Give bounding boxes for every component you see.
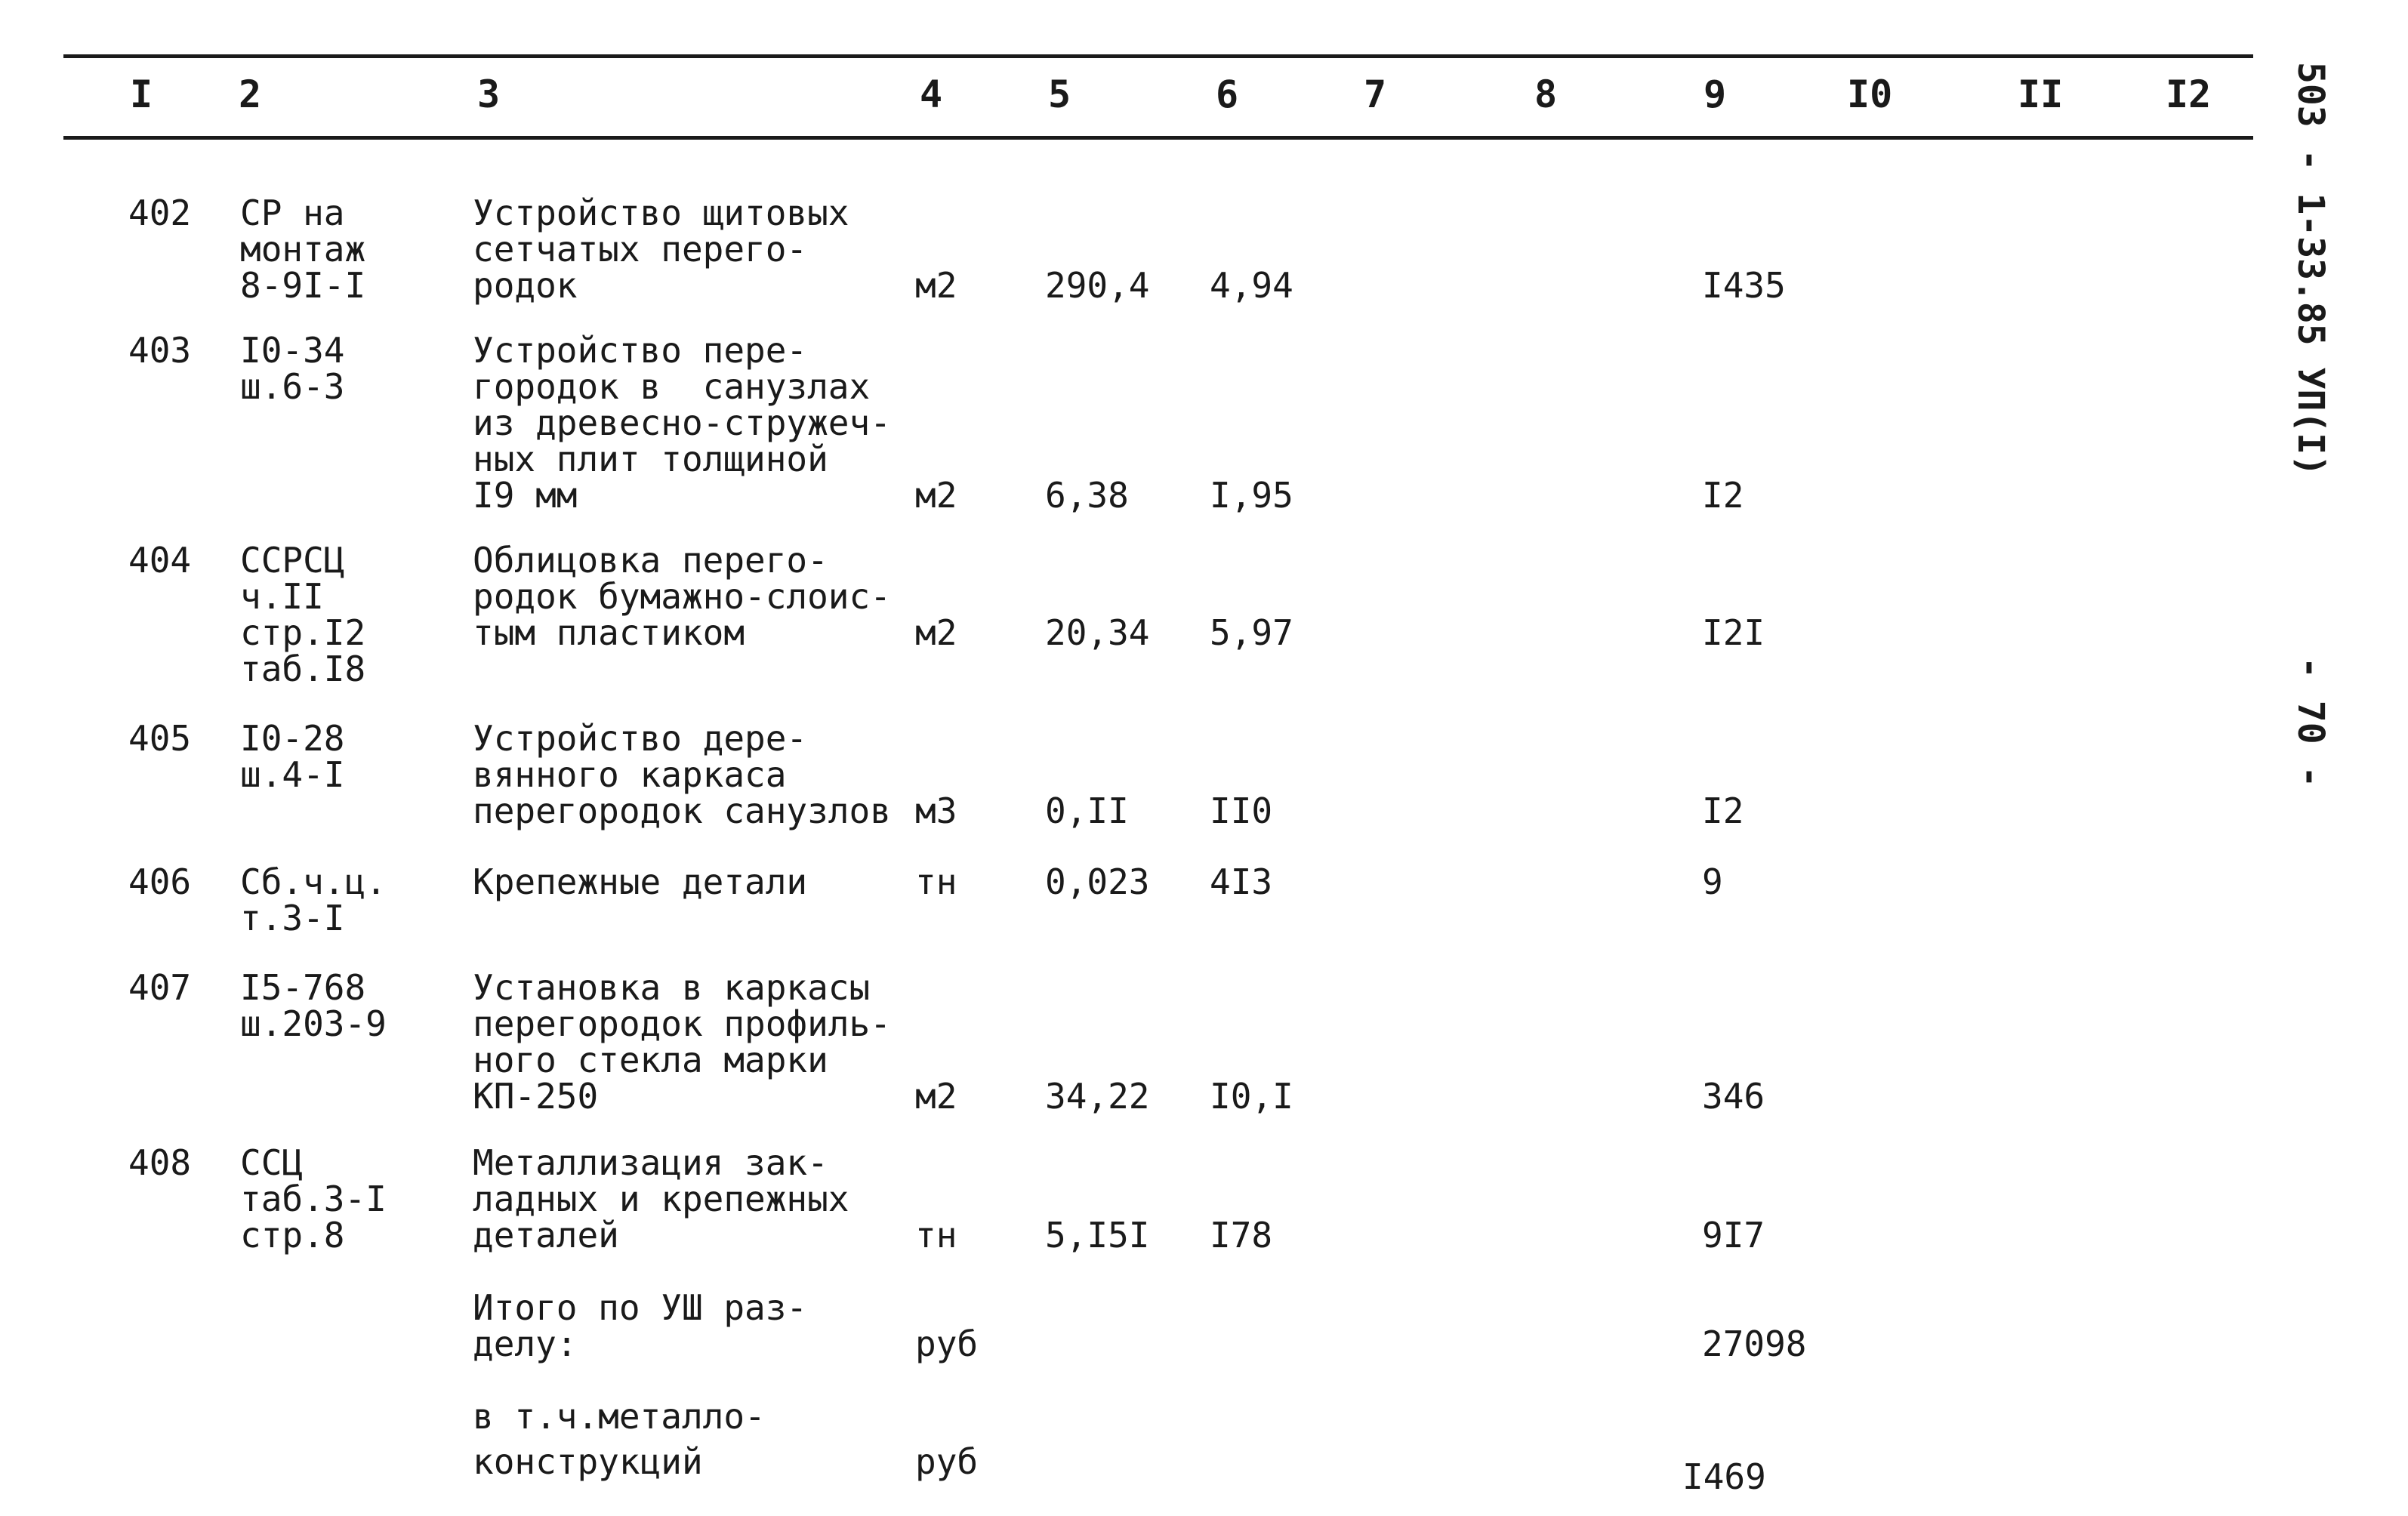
row-total: 9I7 [1702,1215,1765,1256]
row-ref-line: ш.6-3 [240,366,345,407]
row-desc-line: из древесно-стружеч- [473,402,891,443]
row-total: 9 [1702,861,1723,902]
row-desc-line: ладных и крепежных [473,1179,849,1219]
row-price: 5,97 [1210,612,1293,653]
row-ref-line: ш.4-I [240,754,345,795]
row-quantity: 290,4 [1045,265,1150,306]
row-ref-line: ш.203-9 [240,1003,387,1044]
col-header-4: 4 [920,72,943,116]
col-header-5: 5 [1048,72,1071,116]
col-header-1: I [130,72,153,116]
row-desc-line: перегородок профиль- [473,1003,891,1044]
row-total: I2I [1702,612,1765,653]
row-ref-line: монтаж [240,229,366,270]
row-desc-line: Облицовка перего- [473,540,828,581]
row-desc-line: Металлизация зак- [473,1142,828,1183]
section-total: 27098 [1702,1323,1807,1364]
row-unit: тн [915,1215,957,1256]
total-desc-line: делу: [473,1323,578,1364]
row-quantity: 34,22 [1045,1076,1150,1117]
row-ref-line: 8-9I-I [240,265,366,306]
row-total: I2 [1702,475,1744,516]
row-desc-line: вянного каркаса [473,754,787,795]
row-desc-line: перегородок санузлов [473,790,891,831]
row-price: I,95 [1210,475,1293,516]
row-total: I435 [1702,265,1786,306]
row-ref-line: таб.3-I [240,1179,387,1219]
col-header-6: 6 [1216,72,1239,116]
row-price: I0,I [1210,1076,1293,1117]
row-desc-line: Крепежные детали [473,861,808,902]
row-quantity: 20,34 [1045,612,1150,653]
row-desc-line: I9 мм [473,475,578,516]
top-rule [63,54,2253,58]
row-desc-line: КП-250 [473,1076,599,1117]
row-unit: м2 [915,612,957,653]
row-desc-line: тым пластиком [473,612,745,653]
col-header-10: I0 [1847,72,1893,116]
row-desc-line: ного стекла марки [473,1040,828,1080]
row-price: 4,94 [1210,265,1293,306]
subtotal-desc-line: в т.ч.металло- [473,1396,766,1437]
row-number: 402 [128,193,192,233]
row-ref-line: I5-768 [240,967,366,1008]
row-ref-line: ССЦ [240,1142,304,1183]
col-header-11: II [2018,72,2064,116]
subtotal-desc-line: конструкций [473,1441,703,1482]
row-ref-line: I0-34 [240,330,345,371]
col-header-7: 7 [1364,72,1387,116]
page-number: - 70 - [2289,657,2332,788]
total-desc-line: Итого по УШ раз- [473,1287,808,1328]
row-number: 408 [128,1142,192,1183]
document-code: 503 - 1-33.85 УП(I) [2289,62,2332,477]
row-ref-line: стр.I2 [240,612,366,653]
col-header-12: I2 [2166,72,2212,116]
row-quantity: 6,38 [1045,475,1129,516]
col-header-9: 9 [1703,72,1727,116]
row-quantity: 5,I5I [1045,1215,1150,1256]
col-header-8: 8 [1534,72,1558,116]
row-quantity: 0,023 [1045,861,1150,902]
row-desc-line: родок бумажно-слоис- [473,576,891,617]
row-desc-line: Устройство дере- [473,718,808,759]
row-unit: тн [915,861,957,902]
row-total: I2 [1702,790,1744,831]
row-number: 403 [128,330,192,371]
row-desc-line: деталей [473,1215,619,1256]
row-number: 405 [128,718,192,759]
row-unit: м2 [915,1076,957,1117]
row-price: 4I3 [1210,861,1273,902]
col-header-2: 2 [239,72,262,116]
row-ref-line: ССРСЦ [240,540,345,581]
row-ref-line: таб.I8 [240,649,366,689]
row-quantity: 0,II [1045,790,1129,831]
row-desc-line: родок [473,265,578,306]
row-unit: м2 [915,475,957,516]
row-price: II0 [1210,790,1273,831]
row-number: 404 [128,540,192,581]
row-ref-line: Сб.ч.ц. [240,861,387,902]
subtotal-unit: руб [915,1441,979,1482]
row-unit: м2 [915,265,957,306]
metal-structures-total: I469 [1682,1456,1766,1497]
row-desc-line: городок в санузлах [473,366,871,407]
row-ref-line: I0-28 [240,718,345,759]
row-ref-line: т.3-I [240,898,345,938]
row-unit: м3 [915,790,957,831]
row-ref-line: ч.II [240,576,324,617]
row-desc-line: Устройство пере- [473,330,808,371]
row-desc-line: Установка в каркасы [473,967,871,1008]
col-header-3: 3 [477,72,501,116]
row-total: 346 [1702,1076,1765,1117]
row-number: 406 [128,861,192,902]
row-ref-line: СР на [240,193,345,233]
header-rule [63,136,2253,140]
row-desc-line: ных плит толщиной [473,439,828,479]
row-price: I78 [1210,1215,1273,1256]
row-desc-line: Устройство щитовых [473,193,849,233]
row-ref-line: стр.8 [240,1215,345,1256]
row-number: 407 [128,967,192,1008]
row-desc-line: сетчатых перего- [473,229,808,270]
total-unit: руб [915,1323,979,1364]
